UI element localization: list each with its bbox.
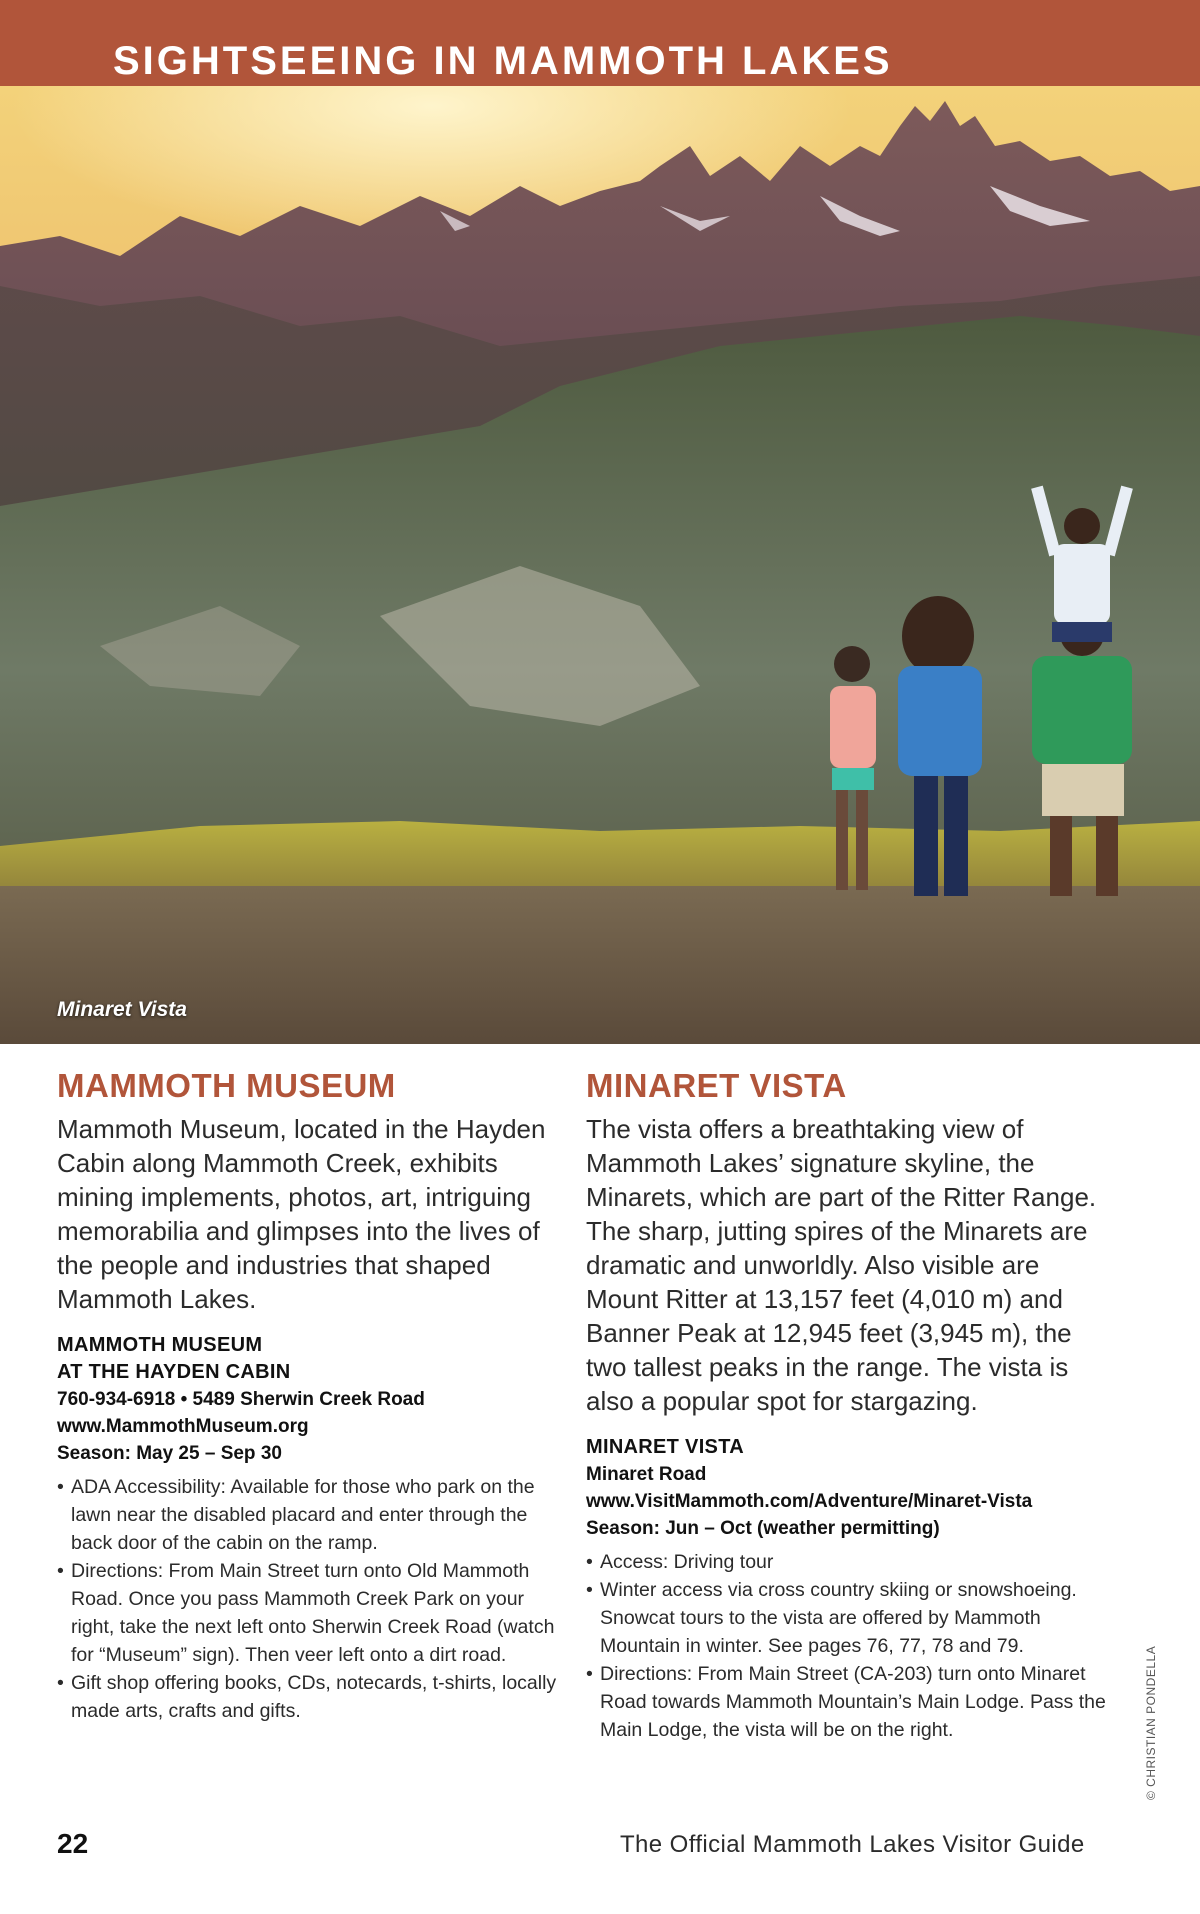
museum-intro: Mammoth Museum, located in the Hayden Cabin along Mammoth Creek, exhibits mining implements, photos, art, intriguing memorabilia and glimpses into the lives of the people and industries that shaped Mammoth Lakes.: [57, 1114, 546, 1314]
page-title: SIGHTSEEING IN MAMMOTH LAKES: [113, 39, 893, 83]
museum-info-heading-2: AT THE HAYDEN CABIN: [57, 1361, 291, 1383]
list-item: • Winter access via cross country skiing or snowshoeing. Snowcat tours to the vista are offered by Mammoth Mountain in winter. See pages 76, 77, 78 and 79.: [586, 1579, 1077, 1657]
photo-caption: Minaret Vista: [57, 998, 187, 1021]
vista-section: [586, 1062, 1106, 1744]
vista-website-link[interactable]: www.VisitMammoth.com/Adventure/Minaret-Vista: [586, 1491, 1033, 1512]
museum-season: Season: May 25 – Sep 30: [57, 1443, 282, 1464]
museum-website-link[interactable]: www.MammothMuseum.org: [57, 1416, 309, 1437]
vista-bullets: [586, 1548, 1106, 1744]
vista-info-heading: MINARET VISTA: [586, 1436, 744, 1458]
vista-intro: The vista offers a breathtaking view of Mammoth Lakes’ signature skyline, the Minarets, which are part of the Ritter Range. The sharp, jutting spires of the Minarets are dramatic and unworldly. Also visible are Mount Ritter at 13,157 feet (4,010 m) and Banner Peak at 12,945 feet (3,945 m), the two tallest peaks in the range. The vista is also a popular spot for stargazing.: [586, 1114, 1097, 1416]
museum-info: [57, 1332, 557, 1467]
list-item: • ADA Accessibility: Available for those who park on the lawn near the disabled placard and enter through the back door of the cabin on the ramp.: [57, 1476, 535, 1554]
vista-info: [586, 1434, 1106, 1542]
header-bar: [0, 0, 1200, 86]
vista-title: MINARET VISTA: [586, 1067, 847, 1104]
museum-phone-address: 760-934-6918 • 5489 Sherwin Creek Road: [57, 1389, 425, 1410]
museum-section: [57, 1062, 557, 1725]
footer-guide-title: The Official Mammoth Lakes Visitor Guide: [620, 1831, 1085, 1858]
vista-season: Season: Jun – Oct (weather permitting): [586, 1518, 940, 1539]
page-number: 22: [57, 1828, 89, 1859]
list-item: • Gift shop offering books, CDs, notecards, t-shirts, locally made arts, crafts and gifts.: [57, 1672, 557, 1722]
list-item: • Access: Driving tour: [586, 1551, 774, 1573]
list-item: • Directions: From Main Street (CA-203) turn onto Minaret Road towards Mammoth Mountain’s Main Lodge. Pass the Main Lodge, the vista will be on the right.: [586, 1663, 1106, 1741]
vista-road: Minaret Road: [586, 1464, 707, 1485]
museum-title: MAMMOTH MUSEUM: [57, 1067, 396, 1104]
list-item: • Directions: From Main Street turn onto Old Mammoth Road. Once you pass Mammoth Creek Park on your right, take the next left onto Sherwin Creek Road (watch for “Museum” sign). Then veer left onto a dirt road.: [57, 1560, 555, 1666]
hero-photo: [0, 86, 1200, 1044]
museum-bullets: [57, 1473, 557, 1725]
photo-credit: © CHRISTIAN PONDELLA: [1144, 1645, 1158, 1800]
museum-info-heading-1: MAMMOTH MUSEUM: [57, 1334, 263, 1356]
minaret-vista-landscape-image: [0, 86, 1200, 1044]
